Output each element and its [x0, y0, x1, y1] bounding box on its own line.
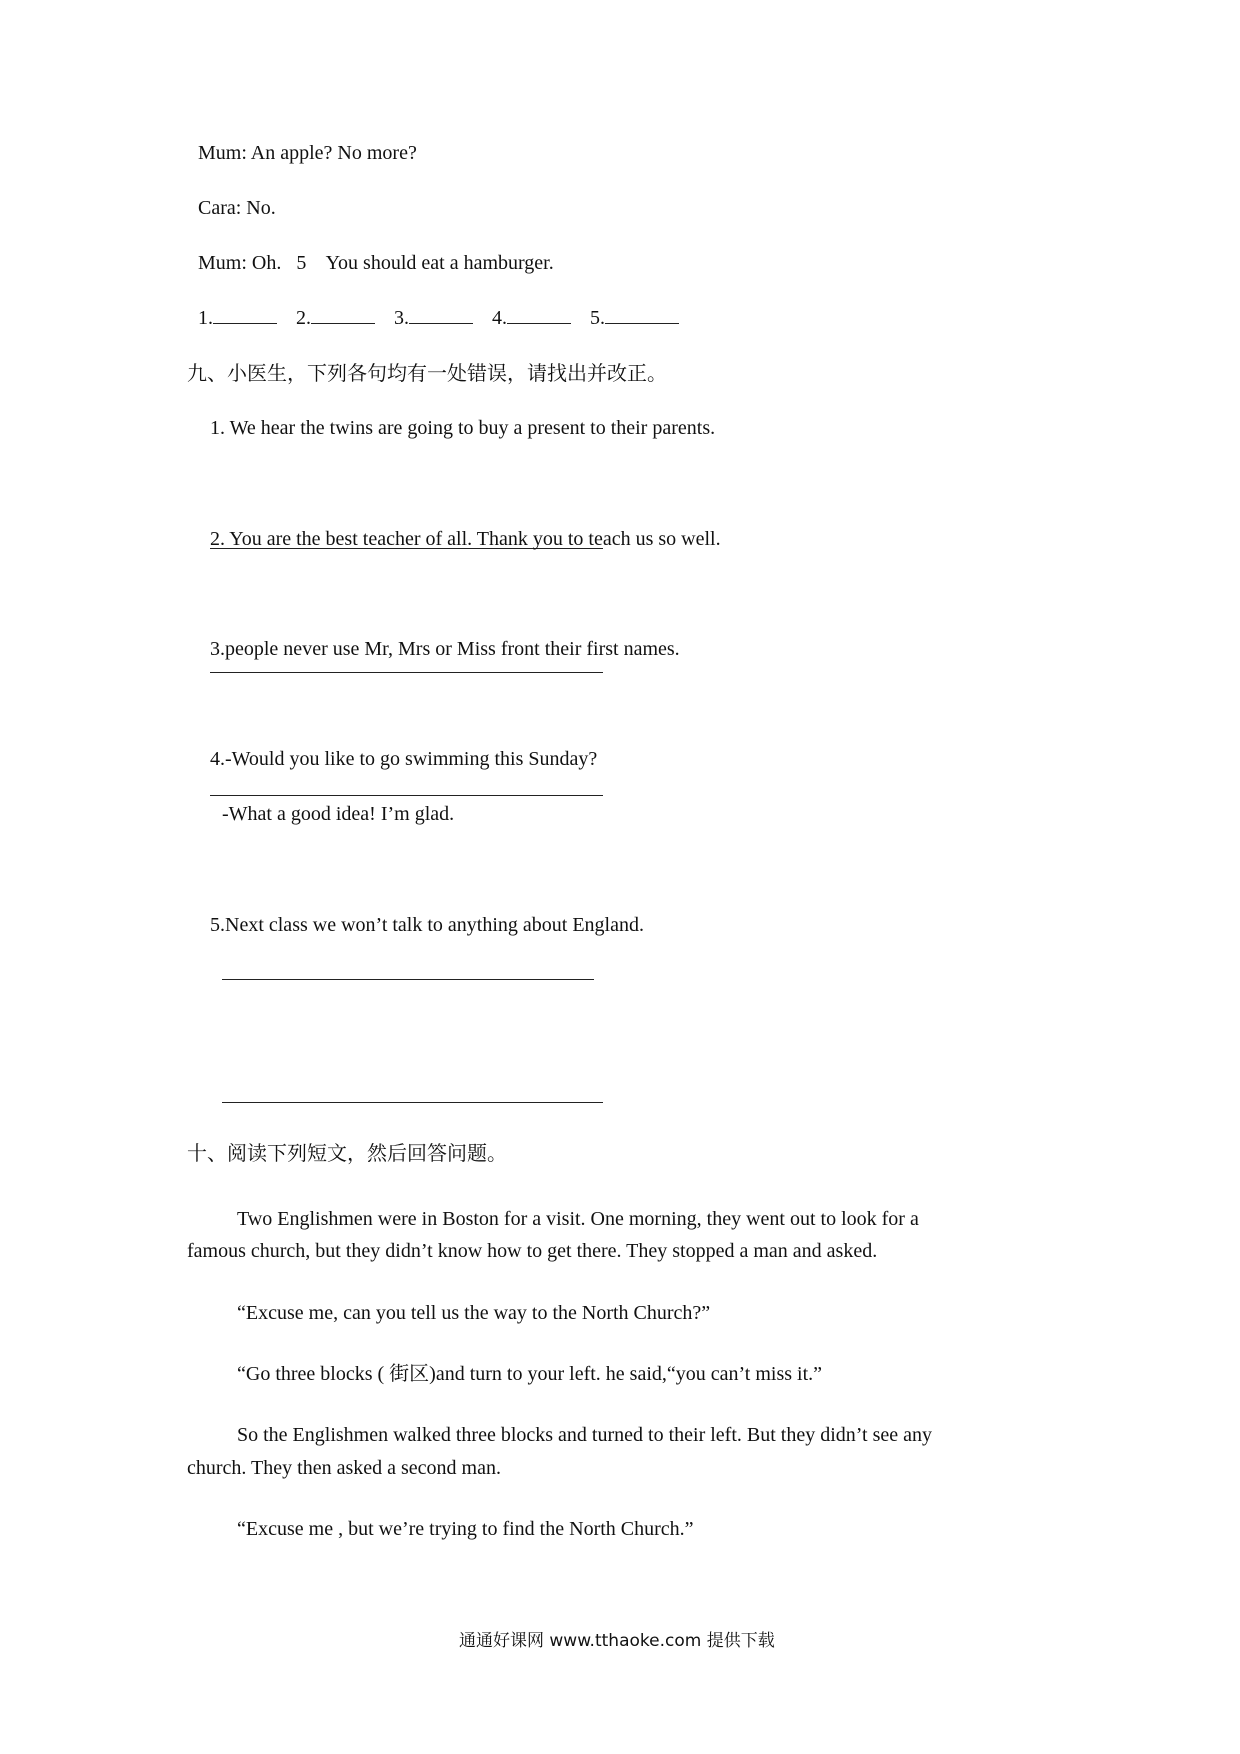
passage-line-4: “Go three blocks ( 街区)and turn to your left. he said,“you can’t miss it.”: [237, 1363, 823, 1385]
section10-title: 十、阅读下列短文，然后回答问题。: [187, 1141, 507, 1165]
section9-title: 九、小医生，下列各句均有一处错误，请找出并改正。: [187, 361, 667, 385]
blank-4[interactable]: [507, 305, 571, 324]
blank-label-2: 2.: [296, 307, 311, 329]
dialogue-line-3: Mum: Oh. 5 You should eat a hamburger.: [198, 252, 554, 274]
blank-2[interactable]: [311, 305, 375, 324]
answer-blanks-row: [198, 305, 693, 331]
blank-label-4: 4.: [492, 307, 507, 329]
passage-line-7: “Excuse me , but we’re trying to find the North Church.”: [237, 1518, 694, 1540]
blank-1[interactable]: [213, 305, 277, 324]
section9-item-3: 3.people never use Mr, Mrs or Miss front their first names.: [210, 638, 680, 660]
section9-item-4-reply: -What a good idea! I’m glad.: [222, 803, 455, 825]
passage-line-1: Two Englishmen were in Boston for a visit. One morning, they went out to look for a: [237, 1208, 919, 1230]
section9-answer-line-3[interactable]: [210, 795, 603, 796]
blank-5[interactable]: [605, 305, 679, 324]
blank-label-5: 5.: [590, 307, 605, 329]
section9-item-1: 1. We hear the twins are going to buy a present to their parents.: [210, 417, 716, 439]
passage-line-3: “Excuse me, can you tell us the way to the North Church?”: [237, 1302, 711, 1324]
blank-3[interactable]: [409, 305, 473, 324]
blank-label-1: 1.: [198, 307, 213, 329]
page-footer: 通通好课网 www.tthaoke.com 提供下载: [459, 1631, 775, 1651]
section9-item-5: 5.Next class we won’t talk to anything about England.: [210, 914, 644, 936]
dialogue-line-1: Mum: An apple? No more?: [198, 142, 417, 164]
section9-answer-line-4[interactable]: [222, 979, 594, 980]
blank-label-3: 3.: [394, 307, 409, 329]
section9-answer-line-5[interactable]: [222, 1102, 603, 1103]
section9-answer-line-2[interactable]: [210, 672, 603, 673]
passage-line-5: So the Englishmen walked three blocks and turned to their left. But they didn’t see any: [237, 1424, 933, 1446]
passage-line-2: famous church, but they didn’t know how to get there. They stopped a man and asked.: [187, 1240, 878, 1262]
section9-item-4: 4.-Would you like to go swimming this Sunday?: [210, 748, 598, 770]
dialogue-line-2: Cara: No.: [198, 197, 276, 219]
passage-line-6: church. They then asked a second man.: [187, 1457, 501, 1479]
section9-item-2: 2. You are the best teacher of all. Thank you to teach us so well.: [210, 528, 721, 550]
